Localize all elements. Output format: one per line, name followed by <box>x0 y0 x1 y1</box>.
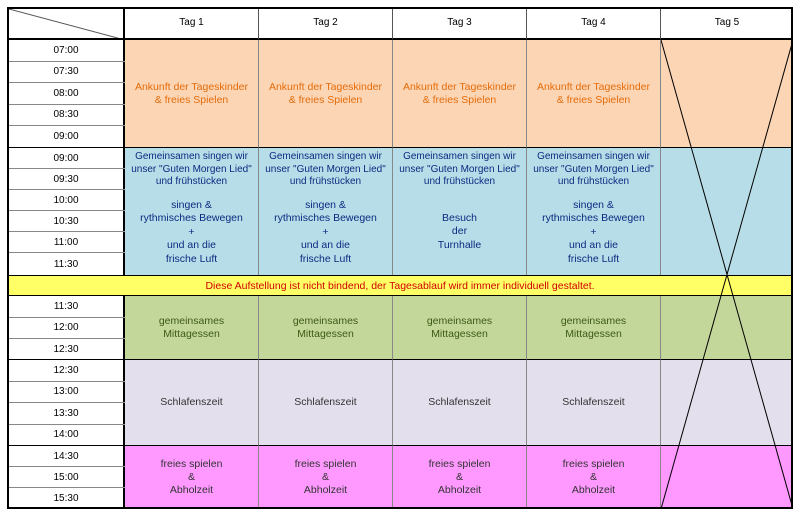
nap-block-day-2: Schlafenszeit <box>259 360 393 446</box>
lunch-block-day-1: gemeinsames Mittagessen <box>125 296 259 360</box>
header-day-3: Tag 3 <box>393 7 527 40</box>
time-label: 14:00 <box>7 425 125 447</box>
time-label: 12:00 <box>7 318 125 340</box>
activity-text: singen & rythmisches Bewegen + und an die frische Luft <box>542 198 645 265</box>
arrival-block-day-2: Ankunft der Tageskinder & freies Spielen <box>259 40 393 148</box>
lunch-block-day-2: gemeinsames Mittagessen <box>259 296 393 360</box>
breakfast-text: Gemeinsamen singen wir unser "Guten Morgen Lied" und frühstücken <box>131 151 252 187</box>
time-label: 13:00 <box>7 382 125 404</box>
time-label: 08:30 <box>7 105 125 127</box>
time-label: 15:30 <box>53 493 79 504</box>
gym-text: Besuch der Turnhalle <box>437 211 482 251</box>
morning-block-day-1 <box>125 148 259 275</box>
time-label: 15:00 <box>7 467 125 488</box>
time-label: 10:00 <box>7 190 125 211</box>
notice-bar: Diese Aufstellung ist nicht bindend, der Tagesablauf wird immer individuell gestaltet. <box>9 275 791 296</box>
breakfast-text: Gemeinsamen singen wir unser "Guten Morgen Lied" und frühstücken <box>265 151 386 187</box>
arrival-block-day-4: Ankunft der Tageskinder & freies Spielen <box>527 40 661 148</box>
time-label: 07:00 <box>7 40 125 62</box>
nap-block-day-1: Schlafenszeit <box>125 360 259 446</box>
activity-text: singen & rythmisches Bewegen + und an die frische Luft <box>140 198 243 265</box>
arrival-block-day-1: Ankunft der Tageskinder & freies Spielen <box>125 40 259 148</box>
nap-block-day-3: Schlafenszeit <box>393 360 527 446</box>
nap-block-day-4: Schlafenszeit <box>527 360 661 446</box>
breakfast-text: Gemeinsamen singen wir unser "Guten Morgen Lied" und frühstücken <box>533 151 654 187</box>
lunch-block-day-3: gemeinsames Mittagessen <box>393 296 527 360</box>
activity-text: singen & rythmisches Bewegen + und an die frische Luft <box>274 198 377 265</box>
time-label: 09:00 <box>7 126 125 148</box>
time-label: 14:30 <box>7 446 125 467</box>
time-label: 12:30 <box>7 339 125 360</box>
pickup-block-day-3: freies spielen & Abholzeit <box>393 446 527 509</box>
header-day-2: Tag 2 <box>259 7 393 40</box>
pickup-block-day-2: freies spielen & Abholzeit <box>259 446 393 509</box>
time-label: 09:30 <box>7 169 125 190</box>
header-day-1: Tag 1 <box>125 7 259 40</box>
time-label: 11:00 <box>7 232 125 253</box>
pickup-block-day-1: freies spielen & Abholzeit <box>125 446 259 509</box>
header-day-5: Tag 5 <box>661 7 793 40</box>
time-label: 10:30 <box>7 211 125 232</box>
time-label: 13:30 <box>7 403 125 425</box>
morning-block-day-2 <box>259 148 393 275</box>
lunch-block-day-4: gemeinsames Mittagessen <box>527 296 661 360</box>
day-5-crossout <box>661 40 793 509</box>
time-label: 11:30 <box>53 258 79 270</box>
breakfast-text: Gemeinsamen singen wir unser "Guten Morgen Lied" und frühstücken <box>399 151 520 187</box>
time-label: 09:00 <box>7 148 125 169</box>
pickup-block-day-4: freies spielen & Abholzeit <box>527 446 661 509</box>
header-day-4: Tag 4 <box>527 7 661 40</box>
time-label: 11:30 <box>7 296 125 318</box>
time-label: 08:00 <box>7 83 125 105</box>
time-label: 12:30 <box>7 360 125 382</box>
arrival-block-day-3: Ankunft der Tageskinder & freies Spielen <box>393 40 527 148</box>
morning-block-day-3 <box>393 148 527 275</box>
time-label: 07:30 <box>7 62 125 84</box>
corner-cell <box>7 7 125 40</box>
morning-block-day-4 <box>527 148 661 275</box>
